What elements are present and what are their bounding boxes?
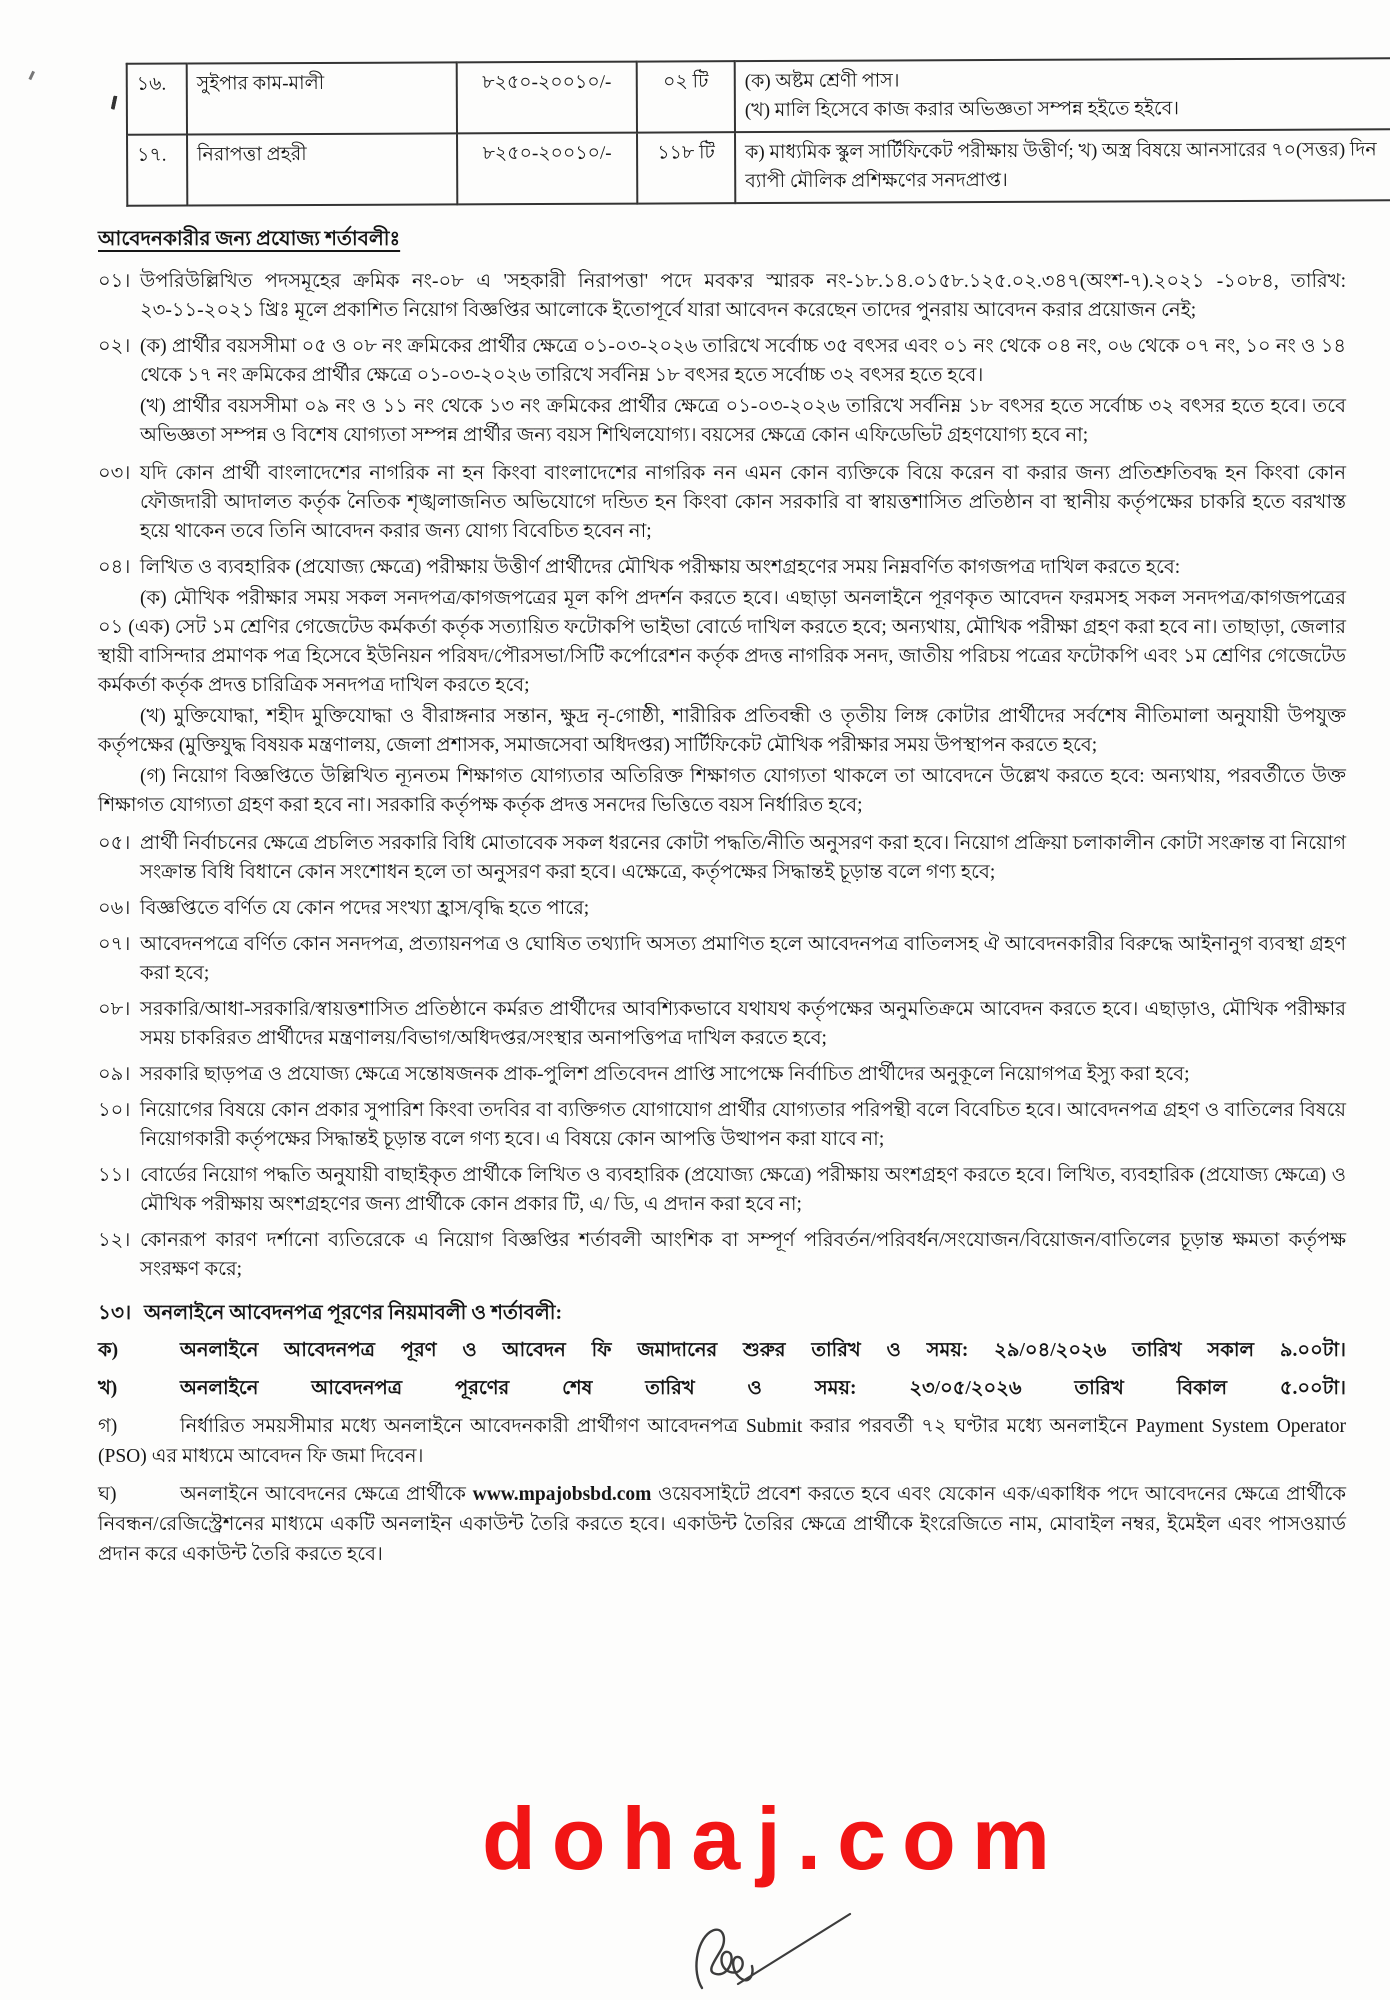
qualification-cell: (ক) অষ্টম শ্রেণী পাস। (খ) মালি হিসেবে কাজ করার অভিজ্ঞতা সম্পন্ন হইতে হইবে।: [735, 58, 1390, 132]
sub-paragraph-kha: (খ) প্রার্থীর বয়সসীমা ০৯ নং ও ১১ নং থেকে ১৩ নং ক্রমিকের প্রার্থীর ক্ষেত্রে ০১-০৩-২০২৬ তারিখে সর্বনিম্ন ১৮ বৎসর হতে সর্বোচ্চ ৩২ বৎসর হতে হবে। তবে অভিজ্ঞতা সম্পন্ন ও বিশেষ যোগ্যতা সম্পন্ন প্রার্থীর জন্য বয়স শিথিলযোগ্য। বয়সের ক্ষেত্রে কোন এফিডেভিট গ্রহণযোগ্য হবে না;: [140, 396, 1346, 446]
text-before-link: অনলাইনে আবেদনের ক্ষেত্রে প্রার্থীকে: [180, 1484, 473, 1505]
table-row-17: [127, 129, 1390, 206]
item-number: ০৬।: [98, 898, 131, 919]
scan-stray-mark: [28, 71, 39, 83]
posts-table: [126, 57, 1390, 207]
signature: [688, 1902, 868, 1998]
item-text: কোনরূপ কারণ দর্শানো ব্যতিরেকে এ নিয়োগ বিজ্ঞপ্তির শর্তাবলী আংশিক বা সম্পূর্ণ পরিবর্তন/পরিবর্ধন/সংযোজন/বিয়োজন/বাতিলের চূড়ান্ত ক্ষমতা কর্তৃপক্ষ সংরক্ষণ করে;: [140, 1230, 1346, 1280]
sub-paragraph-ga: (গ) নিয়োগ বিজ্ঞপ্তিতে উল্লিখিত ন্যূনতম শিক্ষাগত যোগ্যতার অতিরিক্ত শিক্ষাগত যোগ্যতা থাকলে তা আবেদনে উল্লেখ করতে হবে: অন্যথায়, পরবর্তীতে উক্ত শিক্ষাগত যোগ্যতা গ্রহণ করা হবে না। সরকারি কর্তৃপক্ষ কর্তৃক প্রদত্ত সনদের ভিত্তিতে বয়স নির্ধারিত হবে;: [98, 766, 1346, 816]
watermark-dohaj-com: dohaj.com: [482, 1789, 1067, 1888]
sub-item-text: [98, 1480, 1347, 1570]
condition-item-06: [98, 894, 1346, 923]
sub-item-text: [98, 1412, 1346, 1472]
conditions-heading: আবেদনকারীর জন্য প্রযোজ্য শর্তাবলীঃ: [98, 228, 401, 250]
item-text: বিজ্ঞপ্তিতে বর্ণিত যে কোন পদের সংখ্যা হ্রাস/বৃদ্ধি হতে পারে;: [140, 898, 590, 919]
item-number: ০৩।: [98, 463, 131, 484]
condition-item-03: [98, 459, 1346, 546]
condition-item-09: [98, 1060, 1346, 1089]
table-row-16: [127, 58, 1390, 135]
item-text: উপরিউল্লিখিত পদসমূহের ক্রমিক নং-০৮ এ 'সহকারী নিরাপত্তা' পদে মবক'র স্মারক নং-১৮.১৪.০১৫৮.১২৫.০২.৩৪৭(অংশ-৭).২০২১ -১০৮৪, তারিখ: ২৩-১১-২০২১ খ্রিঃ মূলে প্রকাশিত নিয়োগ বিজ্ঞপ্তির আলোকে ইতোপূর্বে যারা আবেদন করেছেন তাদের পুনরায় আবেদন করার প্রয়োজন নেই;: [140, 271, 1346, 321]
item-number: ০৯।: [98, 1064, 131, 1085]
scan-stray-mark: [111, 95, 122, 110]
condition-item-08: [98, 995, 1346, 1053]
item-text: সরকারি ছাড়পত্র ও প্রযোজ্য ক্ষেত্রে সন্তোষজনক প্রাক-পুলিশ প্রতিবেদন প্রাপ্তি সাপেক্ষে নির্বাচিত প্রার্থীদের অনুকূলে নিয়োগপত্র ইস্যু করা হবে;: [140, 1064, 1190, 1085]
condition-item-10: [98, 1096, 1346, 1154]
item-number: ০৫।: [98, 833, 131, 854]
online-rules-heading: [98, 1298, 1346, 1328]
item-number: ০৪।: [98, 557, 131, 578]
condition-item-02: [98, 332, 1346, 452]
item-text: নিয়োগের বিষয়ে কোন প্রকার সুপারিশ কিংবা তদবির বা ব্যক্তিগত যোগাযোগ প্রার্থীর যোগ্যতার পরিপন্থী বলে বিবেচিত হবে। আবেদনপত্র গ্রহণ ও বাতিলের বিষয়ে নিয়োগকারী কর্তৃপক্ষের সিদ্ধান্তই চূড়ান্ত বলে গণ্য হবে। এ বিষয়ে কোন আপত্তি উত্থাপন করা যাবে না;: [140, 1100, 1346, 1150]
item-number: ১১।: [98, 1165, 131, 1186]
online-rule-ka: [98, 1336, 1346, 1366]
item-number: ১০।: [98, 1100, 131, 1121]
sub-item-paragraph: নির্ধারিত সময়সীমার মধ্যে অনলাইনে আবেদনকারী প্রার্থীগণ আবেদনপত্র Submit করার পরবর্তী ৭২ ঘণ্টার মধ্যে অনলাইনে Payment System Operator (PSO) এর মাধ্যমে আবেদন ফি জমা দিবেন।: [98, 1416, 1346, 1467]
item-text: প্রার্থী নির্বাচনের ক্ষেত্রে প্রচলিত সরকারি বিধি মোতাবেক সকল ধরনের কোটা পদ্ধতি/নীতি অনুসরণ করা হবে। নিয়োগ প্রক্রিয়া চলাকালীন কোটা সংক্রান্ত বা নিয়োগ সংক্রান্ত বিধি বিধানে কোন সংশোধন হলে তা অনুসরণ করা হবে। এক্ষেত্রে, কর্তৃপক্ষের সিদ্ধান্তই চূড়ান্ত বলে গণ্য হবে;: [140, 833, 1346, 883]
item-text: যদি কোন প্রার্থী বাংলাদেশের নাগরিক না হন কিংবা বাংলাদেশের নাগরিক নন এমন কোন ব্যক্তিকে বিয়ে করেন বা করার জন্য প্রতিশ্রুতিবদ্ধ হন কিংবা কোন ফৌজদারী আদালত কর্তৃক নৈতিক শৃঙ্খলাজনিত অভিযোগে দন্ডিত হন কিংবা কোন সরকারি বা স্বায়ত্তশাসিত প্রতিষ্ঠান বা স্থানীয় কর্তৃপক্ষের চাকরি হতে বরখাস্ত হয়ে থাকেন তবে তিনি আবেদন করার জন্য যোগ্য বিবেচিত হবেন না;: [140, 463, 1346, 542]
condition-item-11: [98, 1161, 1346, 1219]
item-text: আবেদনপত্রে বর্ণিত কোন সনদপত্র, প্রত্যায়নপত্র ও ঘোষিত তথ্যাদি অসত্য প্রমাণিত হলে আবেদনপত্র বাতিলসহ ঐ আবেদনকারীর বিরুদ্ধে আইনানুগ ব্যবস্থা গ্রহণ করা হবে;: [140, 934, 1346, 984]
sub-item-label: খ): [98, 1378, 118, 1399]
sub-item-text: অনলাইনে আবেদনপত্র পূরণের শেষ তারিখ ও সময়: ২৩/০৫/২০২৬ তারিখ বিকাল ৫.০০টা।: [180, 1378, 1346, 1399]
item-number: ০২।: [98, 336, 131, 357]
sub-item-paragraph: [98, 1480, 1346, 1570]
condition-item-07: [98, 930, 1346, 988]
item-text: সরকারি/আধা-সরকারি/স্বায়ত্তশাসিত প্রতিষ্ঠানে কর্মরত প্রার্থীদের আবশ্যিকভাবে যথাযথ কর্তৃপক্ষের অনুমতিক্রমে আবেদন করতে হবে। এছাড়াও, মৌখিক পরীক্ষার সময় চাকরিরত প্রার্থীদের মন্ত্রণালয়/বিভাগ/অধিদপ্তর/সংস্থার অনাপত্তিপত্র দাখিল করতে হবে;: [140, 999, 1346, 1049]
post-name-cell: সুইপার কাম-মালী: [187, 62, 457, 134]
item-number: ১৩।: [98, 1302, 132, 1324]
condition-item-12: [98, 1226, 1346, 1284]
pay-scale-cell: ৮২৫০-২০০১০/-: [457, 62, 637, 134]
item-number: ০১।: [98, 271, 131, 292]
item-text: [140, 332, 1346, 452]
sub-item-text: অনলাইনে আবেদনপত্র পূরণ ও আবেদন ফি জমাদানের শুরুর তারিখ ও সময়: ২৯/০৪/২০২৬ তারিখ সকাল ৯.০০টা।: [180, 1340, 1346, 1361]
sub-item-label: গ): [98, 1416, 118, 1437]
serial-cell: ১৭.: [127, 135, 187, 206]
sub-item-label: ক): [98, 1340, 119, 1361]
online-rule-gha: [98, 1480, 1346, 1570]
item-text: বোর্ডের নিয়োগ পদ্ধতি অনুযায়ী বাছাইকৃত প্রার্থীকে লিখিত ও ব্যবহারিক (প্রযোজ্য ক্ষেত্রে) পরীক্ষায় অংশগ্রহণ করতে হবে। লিখিত, ব্যবহারিক (প্রযোজ্য ক্ষেত্রে) ও মৌখিক পরীক্ষায় অংশগ্রহণের জন্য প্রার্থীকে কোন প্রকার টি, এ/ ডি, এ প্রদান করা হবে না;: [140, 1165, 1346, 1215]
post-name-cell: নিরাপত্তা প্রহরী: [187, 133, 457, 205]
pay-scale-cell: ৮২৫০-২০০১০/-: [457, 133, 637, 205]
sub-paragraph-ka: (ক) প্রার্থীর বয়সসীমা ০৫ ও ০৮ নং ক্রমিকের প্রার্থীর ক্ষেত্রে ০১-০৩-২০২৬ তারিখে সর্বোচ্চ ৩৫ বৎসর এবং ০১ নং থেকে ০৪ নং, ০৬ থেকে ০৭ নং, ১০ নং ও ১৪ থেকে ১৭ নং ক্রমিকের প্রার্থীর ক্ষেত্রে ০১-০৩-২০২৬ তারিখে সর্বনিম্ন ১৮ বৎসর হতে সর্বোচ্চ ৩২ বৎসর হতে হবে।: [140, 336, 1346, 386]
sub-paragraph-ka: (ক) মৌখিক পরীক্ষার সময় সকল সনদপত্র/কাগজপত্রের মূল কপি প্রদর্শন করতে হবে। এছাড়া অনলাইনে পূরণকৃত আবেদন ফরমসহ সকল সনদপত্র/কাগজপত্রের ০১ (এক) সেট ১ম শ্রেণির গেজেটেড কর্মকর্তা কর্তৃক সত্যায়িত ফটোকপি ভাইভা বোর্ডে দাখিল করতে হবে; অন্যথায়, মৌখিক পরীক্ষা গ্রহণ করা হবে না। তাছাড়া, জেলার স্থায়ী বাসিন্দার প্রমাণক পত্র হিসেবে ইউনিয়ন পরিষদ/পৌরসভা/সিটি কর্পোরেশন কর্তৃক প্রদত্ত নাগরিক সনদ, জাতীয় পরিচয় পত্রের ফটোকপি এবং ১ম শ্রেণির গেজেটেড কর্মকর্তা কর্তৃক প্রদত্ত চারিত্রিক সনদপত্র দাখিল করতে হবে;: [98, 588, 1346, 696]
vacancy-count-cell: ১১৮ টি: [637, 132, 735, 203]
online-rule-ga: [98, 1412, 1346, 1472]
qualification-cell: ক) মাধ্যমিক স্কুল সার্টিফিকেট পরীক্ষায় উত্তীর্ণ; খ) অস্ত্র বিষয়ে আনসারের ৭০(সত্তর) দিন ব্যাপী মৌলিক প্রশিক্ষণের সনদপ্রাপ্ত।: [735, 129, 1390, 203]
condition-item-01: [98, 267, 1346, 325]
vacancy-count-cell: ০২ টি: [637, 61, 735, 132]
online-rules-title: অনলাইনে আবেদনপত্র পূরণের নিয়মাবলী ও শর্তাবলী:: [144, 1302, 563, 1324]
text-after-link: ওয়েবসাইটে প্রবেশ করতে হবে এবং যেকোন এক/একাধিক পদে আবেদনের ক্ষেত্রে প্রার্থীকে নিবন্ধন/রেজিস্ট্রেশনের মাধ্যমে একটি অনলাইন একাউন্ট তৈরি করতে হবে। একাউন্ট তৈরির ক্ষেত্রে প্রার্থীকে ইংরেজিতে নাম, মোবাইল নম্বর, ইমেইল এবং পাসওয়ার্ড প্রদান করে একাউন্ট তৈরি করতে হবে।: [98, 1484, 1347, 1565]
sub-paragraph-kha: (খ) মুক্তিযোদ্ধা, শহীদ মুক্তিযোদ্ধা ও বীরাঙ্গনার সন্তান, ক্ষুদ্র নৃ-গোষ্ঠী, শারীরিক প্রতিবন্ধী ও তৃতীয় লিঙ্গ কোটার প্রার্থীদের সর্বশেষ নীতিমালা অনুযায়ী উপযুক্ত কর্তৃপক্ষের (মুক্তিযুদ্ধ বিষয়ক মন্ত্রণালয়, জেলা প্রশাসক, সমাজসেবা অধিদপ্তর) সার্টিফিকেট মৌখিক পরীক্ষার সময় উপস্থাপন করতে হবে;: [98, 706, 1346, 756]
sub-item-label: ঘ): [98, 1484, 117, 1505]
serial-cell: ১৬.: [127, 64, 187, 135]
condition-item-04: [98, 553, 1346, 822]
application-website-url: www.mpajobsbd.com: [472, 1484, 652, 1505]
item-number: ১২।: [98, 1230, 131, 1251]
item-intro: লিখিত ও ব্যবহারিক (প্রযোজ্য ক্ষেত্রে) পরীক্ষায় উত্তীর্ণ প্রার্থীদের মৌখিক পরীক্ষায় অংশগ্রহণের সময় নিম্নবর্ণিত কাগজপত্র দাখিল করতে হবে:: [140, 557, 1181, 578]
item-number: ০৭।: [98, 934, 131, 955]
online-rule-kha: [98, 1374, 1346, 1404]
item-number: ০৮।: [98, 999, 131, 1020]
condition-item-05: [98, 829, 1346, 887]
